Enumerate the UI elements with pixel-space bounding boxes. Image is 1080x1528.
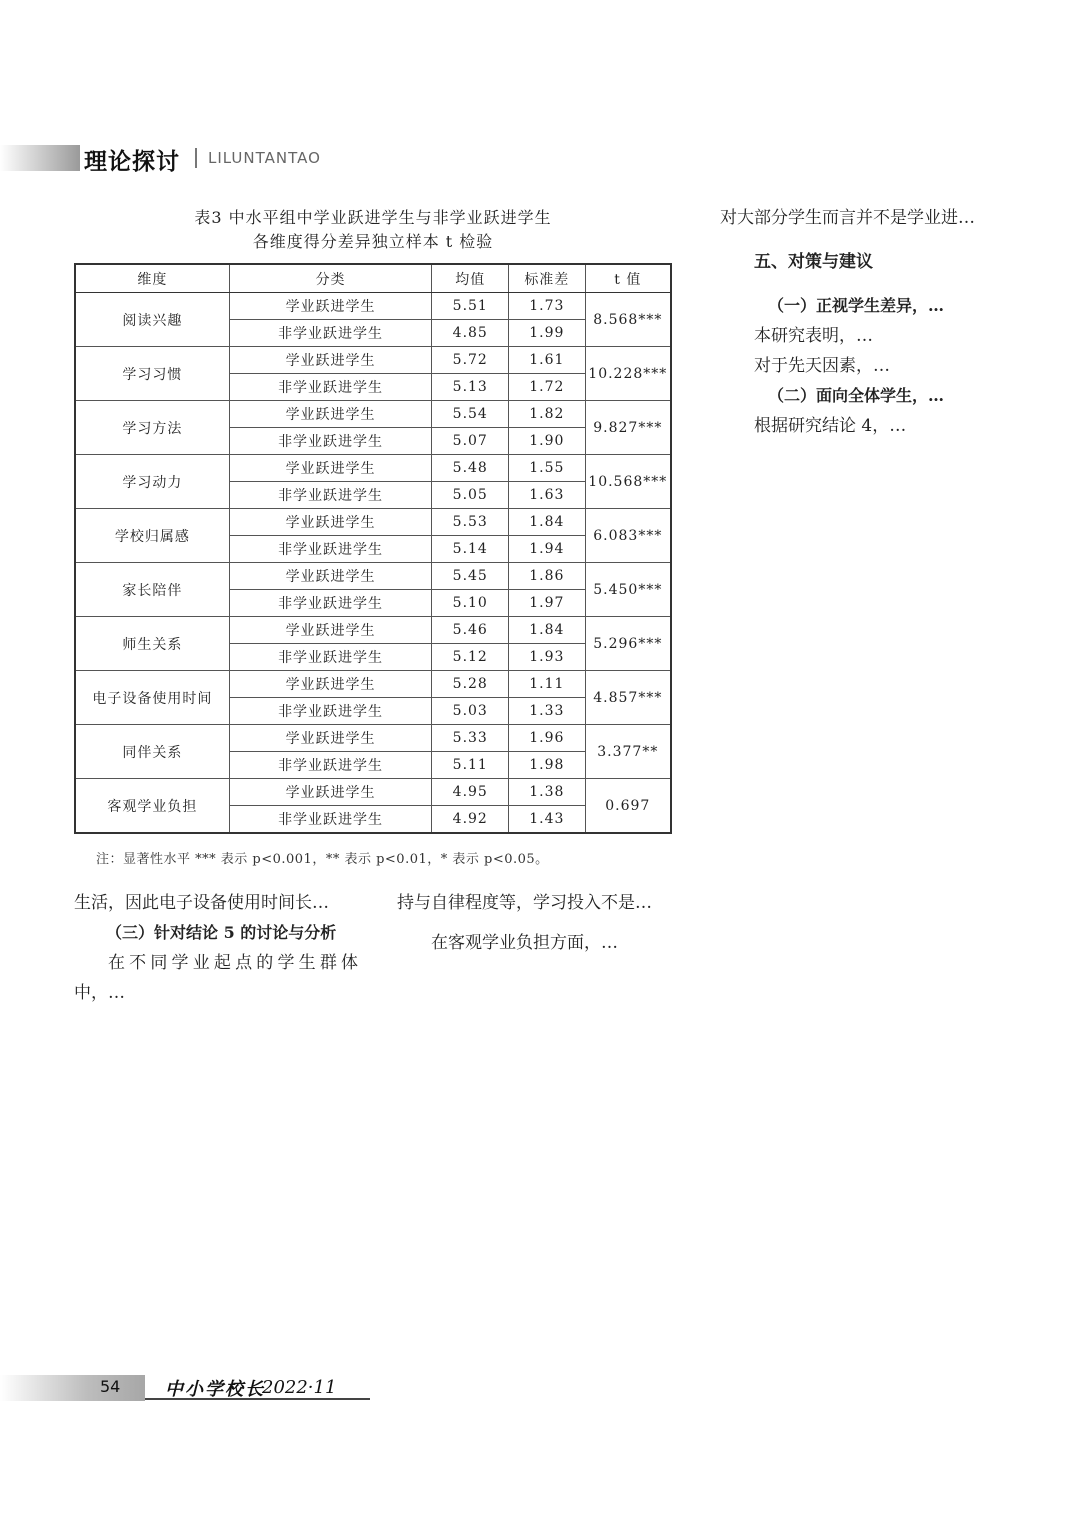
table-caption-line2: 各维度得分差异独立样本 t 检验	[252, 232, 494, 251]
mean-cell: 4.92	[432, 806, 509, 834]
dimension-cell: 阅读兴趣	[75, 293, 229, 347]
table-row	[75, 617, 671, 644]
group-cell: 非学业跃进学生	[229, 644, 432, 671]
right-column	[720, 203, 1004, 441]
section-subtitle: LILUNTANTAO	[208, 149, 321, 167]
t-value-cell: 0.697	[585, 779, 671, 834]
sd-cell: 1.84	[509, 617, 586, 644]
dimension-cell: 学习方法	[75, 401, 229, 455]
mean-cell: 5.10	[432, 590, 509, 617]
middle-column	[397, 888, 681, 958]
table-row	[75, 455, 671, 482]
left-column	[74, 888, 358, 1008]
sd-cell: 1.73	[509, 293, 586, 320]
sd-cell: 1.97	[509, 590, 586, 617]
table-caption-line1: 表3 中水平组中学业跃进学生与非学业跃进学生	[194, 208, 552, 227]
table-row	[75, 671, 671, 698]
mean-cell: 5.05	[432, 482, 509, 509]
sd-cell: 1.72	[509, 374, 586, 401]
paragraph: 对大部分学生而言并不是学业进…	[720, 208, 975, 228]
group-cell: 学业跃进学生	[229, 347, 432, 374]
stats-table	[74, 263, 672, 834]
paragraph: 持与自律程度等，学习投入不是…	[397, 893, 652, 913]
mean-cell: 5.51	[432, 293, 509, 320]
t-value-cell: 6.083***	[585, 509, 671, 563]
sd-cell: 1.86	[509, 563, 586, 590]
page-number: 54	[100, 1377, 121, 1396]
paragraph: 在客观学业负担方面，…	[431, 933, 618, 953]
table-row	[75, 725, 671, 752]
section-heading: 五、对策与建议	[754, 252, 873, 272]
group-cell: 非学业跃进学生	[229, 806, 432, 834]
mean-cell: 5.12	[432, 644, 509, 671]
mean-cell: 5.46	[432, 617, 509, 644]
mean-cell: 5.07	[432, 428, 509, 455]
t-value-cell: 10.228***	[585, 347, 671, 401]
dimension-cell: 同伴关系	[75, 725, 229, 779]
t-value-cell: 3.377**	[585, 725, 671, 779]
col-header: 标准差	[509, 264, 586, 293]
sd-cell: 1.98	[509, 752, 586, 779]
group-cell: 学业跃进学生	[229, 617, 432, 644]
paragraph: 生活，因此电子设备使用时间长…	[74, 893, 329, 913]
mean-cell: 5.54	[432, 401, 509, 428]
footer-gradient-bar	[0, 1375, 145, 1401]
table-row	[75, 779, 671, 806]
group-cell: 学业跃进学生	[229, 293, 432, 320]
dimension-cell: 学校归属感	[75, 509, 229, 563]
journal-logo: 中小学校长	[165, 1379, 265, 1400]
mean-cell: 5.11	[432, 752, 509, 779]
group-cell: 非学业跃进学生	[229, 428, 432, 455]
mean-cell: 5.03	[432, 698, 509, 725]
group-cell: 非学业跃进学生	[229, 698, 432, 725]
mean-cell: 5.28	[432, 671, 509, 698]
t-value-cell: 8.568***	[585, 293, 671, 347]
group-cell: 学业跃进学生	[229, 509, 432, 536]
mean-cell: 4.95	[432, 779, 509, 806]
group-cell: 学业跃进学生	[229, 401, 432, 428]
subheading: （二）面向全体学生，…	[768, 386, 945, 405]
t-value-cell: 10.568***	[585, 455, 671, 509]
paragraph: 本研究表明，…	[754, 326, 873, 346]
sd-cell: 1.90	[509, 428, 586, 455]
col-header: t 值	[585, 264, 671, 293]
subheading: （一）正视学生差异，…	[768, 296, 945, 315]
group-cell: 非学业跃进学生	[229, 752, 432, 779]
sd-cell: 1.33	[509, 698, 586, 725]
sd-cell: 1.63	[509, 482, 586, 509]
col-header: 均值	[432, 264, 509, 293]
group-cell: 非学业跃进学生	[229, 320, 432, 347]
sd-cell: 1.11	[509, 671, 586, 698]
group-cell: 非学业跃进学生	[229, 590, 432, 617]
t-value-cell: 4.857***	[585, 671, 671, 725]
sd-cell: 1.84	[509, 509, 586, 536]
sd-cell: 1.93	[509, 644, 586, 671]
table-header-row	[75, 264, 671, 293]
sd-cell: 1.82	[509, 401, 586, 428]
col-header: 维度	[75, 264, 229, 293]
section-title: 理论探讨	[84, 149, 180, 175]
mean-cell: 4.85	[432, 320, 509, 347]
mean-cell: 5.53	[432, 509, 509, 536]
dimension-cell: 客观学业负担	[75, 779, 229, 834]
group-cell: 学业跃进学生	[229, 779, 432, 806]
group-cell: 非学业跃进学生	[229, 482, 432, 509]
sd-cell: 1.99	[509, 320, 586, 347]
group-cell: 学业跃进学生	[229, 563, 432, 590]
t-value-cell: 5.296***	[585, 617, 671, 671]
dimension-cell: 家长陪伴	[75, 563, 229, 617]
mean-cell: 5.45	[432, 563, 509, 590]
table-caption	[74, 206, 672, 254]
mean-cell: 5.33	[432, 725, 509, 752]
dimension-cell: 学习习惯	[75, 347, 229, 401]
sd-cell: 1.38	[509, 779, 586, 806]
table-row	[75, 347, 671, 374]
subheading: （三）针对结论 5 的讨论与分析	[106, 923, 337, 942]
group-cell: 非学业跃进学生	[229, 374, 432, 401]
sd-cell: 1.43	[509, 806, 586, 834]
mean-cell: 5.14	[432, 536, 509, 563]
table-note: 注：显著性水平 *** 表示 p<0.001，** 表示 p<0.01，* 表示 p<0.05。	[96, 852, 549, 867]
dimension-cell: 学习动力	[75, 455, 229, 509]
t-value-cell: 5.450***	[585, 563, 671, 617]
group-cell: 学业跃进学生	[229, 671, 432, 698]
dimension-cell: 电子设备使用时间	[75, 671, 229, 725]
group-cell: 学业跃进学生	[229, 455, 432, 482]
paragraph: 在不同学业起点的学生群体中，…	[74, 953, 358, 1003]
paragraph: 对于先天因素，…	[754, 356, 890, 376]
sd-cell: 1.94	[509, 536, 586, 563]
t-value-cell: 9.827***	[585, 401, 671, 455]
paragraph: 根据研究结论 4，…	[754, 416, 907, 436]
header-divider	[195, 148, 197, 168]
table-row	[75, 293, 671, 320]
mean-cell: 5.48	[432, 455, 509, 482]
sd-cell: 1.55	[509, 455, 586, 482]
mean-cell: 5.72	[432, 347, 509, 374]
table-row	[75, 509, 671, 536]
col-header: 分类	[229, 264, 432, 293]
sd-cell: 1.96	[509, 725, 586, 752]
table-row	[75, 401, 671, 428]
table-row	[75, 563, 671, 590]
header-gradient-bar	[0, 145, 80, 171]
group-cell: 非学业跃进学生	[229, 536, 432, 563]
sd-cell: 1.61	[509, 347, 586, 374]
mean-cell: 5.13	[432, 374, 509, 401]
group-cell: 学业跃进学生	[229, 725, 432, 752]
issue-date: 2022·11	[262, 1377, 337, 1398]
dimension-cell: 师生关系	[75, 617, 229, 671]
